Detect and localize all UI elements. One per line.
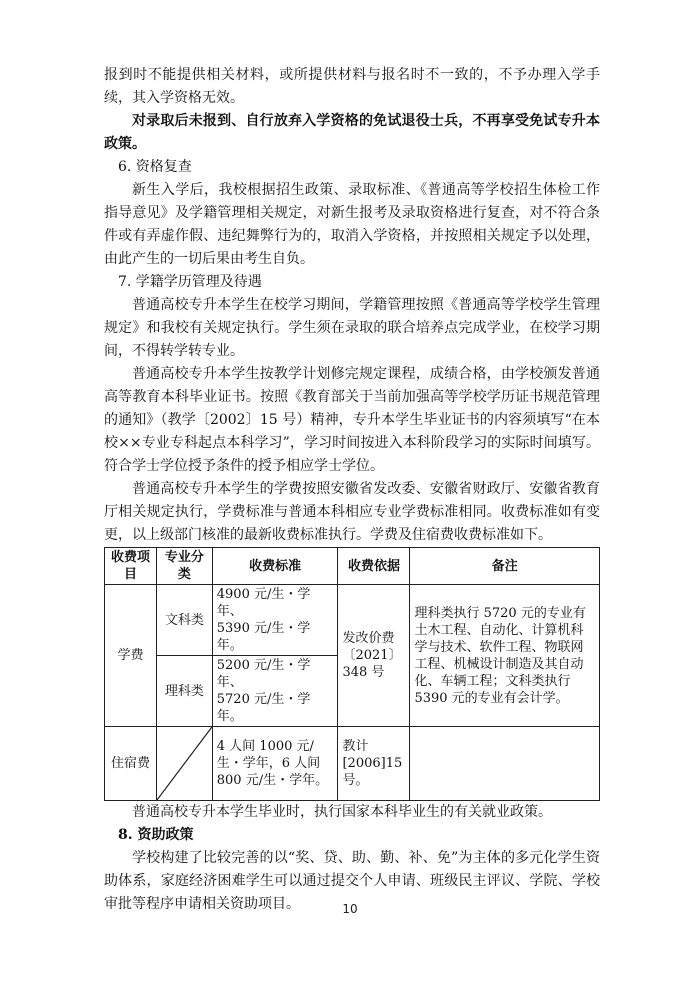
science-label-cell: 理科类 bbox=[156, 656, 212, 727]
dorm-label-cell: 住宿费 bbox=[105, 727, 157, 801]
paragraph-tuition-policy: 普通高校专升本学生的学费按照安徽省发改委、安徽省财政厅、安徽省教育厅相关规定执行，学费标准与普通本科相应专业学费标准相同。收费标准如有变更，以上级部门核准的最新收费标准执行。学费及住宿费收费标准如下。 bbox=[104, 481, 600, 543]
paragraph-status-management: 普通高校专升本学生在校学习期间，学籍管理按照《普通高等学校学生管理规定》和我校有关规定执行。学生须在录取的联合培养点完成学业，在校学习期间，不得转学转专业。 bbox=[104, 297, 600, 359]
arts-label-cell: 文科类 bbox=[156, 585, 212, 656]
paragraph-qualification-review: 新生入学后，我校根据招生政策、录取标准、《普通高等学校招生体检工作指导意见》及学籍管理相关规定，对新生报考及录取资格进行复查，对不符合条件或有弄虚作假、违纪舞弊行为的，取消入学资格，并按照相关规定予以处理，由此产生的一切后果由考生自负。 bbox=[104, 182, 600, 267]
tuition-label-cell: 学费 bbox=[105, 585, 157, 727]
dorm-basis-cell: 教计[2006]15号。 bbox=[338, 727, 410, 801]
header-fee-standard: 收费标准 bbox=[212, 548, 338, 585]
dorm-category-diagonal-cell bbox=[156, 727, 212, 801]
heading-qualification-review: 6. 资格复查 bbox=[118, 159, 192, 175]
tuition-note-cell: 理科类执行 5720 元的专业有土木工程、自动化、计算机科学与技术、软件工程、物联网工程、机械设计制造及其自动化、车辆工程；文科类执行 5390 元的专业有会计学。 bbox=[410, 585, 600, 727]
table-row bbox=[105, 727, 600, 801]
paragraph-employment-policy: 普通高校专升本学生毕业时，执行国家本科毕业生的有关就业政策。 bbox=[132, 804, 552, 820]
paragraph-graduation-certificate: 普通高校专升本学生按教学计划修完规定课程，成绩合格，由学校颁发普通高等教育本科毕业证书。按照《教育部关于当前加强高等学校学历证书规范管理的通知》（教学〔2002〕15 号）精神，专升本学生毕业证书的内容须填写“在本校××专业专科起点本科学习”，学习时间按进入本科阶段学习的实际时间填写。符合学士学位授予条件的授予相应学士学位。 bbox=[104, 366, 600, 474]
science-fee-line-1: 5200 元/生・学年、 bbox=[216, 658, 311, 690]
diagonal-line bbox=[157, 727, 212, 800]
paragraph-veteran-policy: 对录取后未报到、自行放弃入学资格的免试退役士兵，不再享受免试专升本政策。 bbox=[104, 113, 600, 152]
dorm-note-cell bbox=[410, 727, 600, 801]
science-fee-cell bbox=[212, 656, 338, 727]
header-major-category: 专业分类 bbox=[156, 548, 212, 585]
arts-fee-line-1: 4900 元/生・学年、 bbox=[216, 587, 311, 619]
page-content bbox=[104, 64, 600, 916]
paragraph-admission-materials: 报到时不能提供相关材料，或所提供材料与报名时不一致的，不予办理入学手续，其入学资格无效。 bbox=[104, 67, 600, 106]
science-fee-line-2: 5720 元/生・学年。 bbox=[216, 692, 311, 724]
dorm-fee-cell: 4 人间 1000 元/生・学年，6 人间 800 元/生・学年。 bbox=[212, 727, 338, 801]
table-row bbox=[105, 585, 600, 656]
fee-table-header-row bbox=[105, 548, 600, 585]
page-number: 10 bbox=[342, 902, 358, 916]
header-fee-basis: 收费依据 bbox=[338, 548, 410, 585]
heading-status-management: 7. 学籍学历管理及待遇 bbox=[118, 274, 262, 290]
arts-fee-cell bbox=[212, 585, 338, 656]
heading-financial-aid: 8. 资助政策 bbox=[118, 827, 194, 843]
arts-fee-line-2: 5390 元/生・学年。 bbox=[216, 621, 311, 653]
header-fee-item: 收费项目 bbox=[105, 548, 157, 585]
header-remarks: 备注 bbox=[410, 548, 600, 585]
tuition-basis-cell: 发改价费〔2021〕348 号 bbox=[338, 585, 410, 727]
fee-table bbox=[104, 547, 600, 801]
paragraph-financial-aid: 学校构建了比较完善的以“奖、贷、助、勤、补、免”为主体的多元化学生资助体系，家庭经济困难学生可以通过提交个人申请、班级民主评议、学院、学校审批等程序申请相关资助项目。 bbox=[104, 850, 600, 912]
